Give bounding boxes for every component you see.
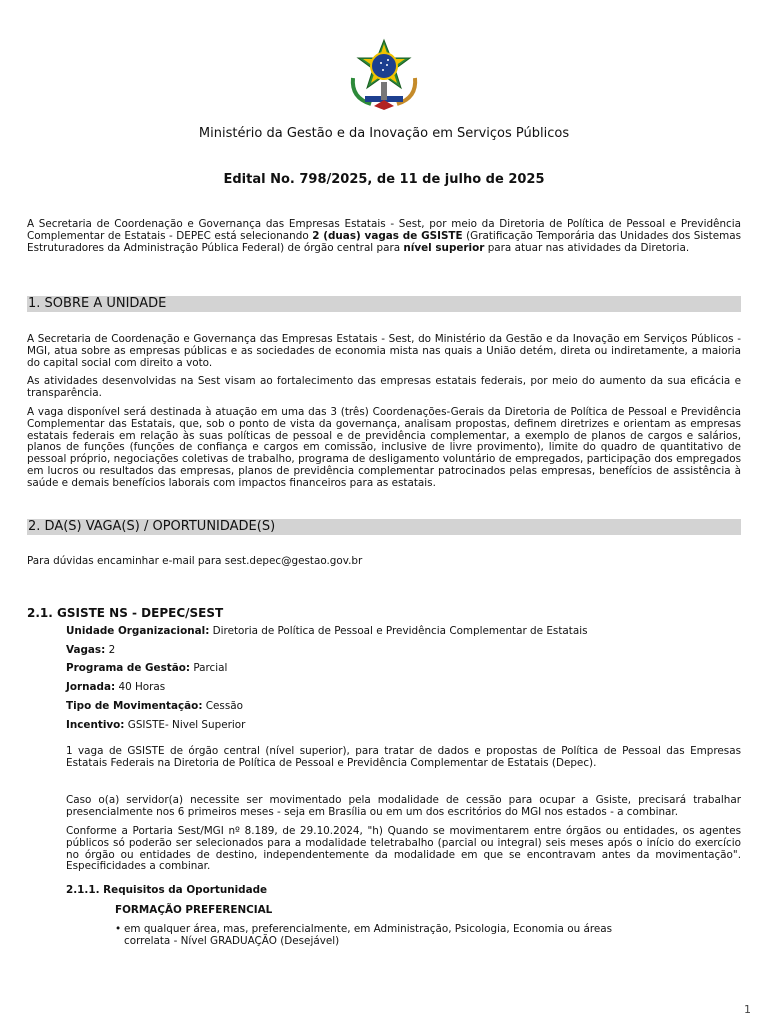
vacancy-description: 1 vaga de GSISTE de órgão central (nível superior), para tratar de dados e propostas de Política de Pessoal das Empresas Estatais Federais na Diretoria de Política de Pessoal e Previdência Complementar de Estatais (Depec). xyxy=(66,745,741,769)
bullet-icon: • xyxy=(115,923,122,935)
intro-paragraph: A Secretaria de Coordenação e Governança das Empresas Estatais - Sest, por meio da Diretoria de Política de Pessoal e Previdência Complementar de Estatais - DEPEC está selecionando 2 (duas) vagas de GSISTE (Gratificação Temporária das Unidades dos Sistemas Estruturadores da Administração Pública Federal) de órgão central para nível superior para atuar nas atividades da Diretoria. xyxy=(27,218,741,254)
contact-text: Para dúvidas encaminhar e-mail para sest.depec@gestao.gov.br xyxy=(27,555,363,567)
bullet-line-2: correlata - Nível GRADUAÇÃO (Desejável) xyxy=(124,934,340,947)
field-jornada: Jornada: 40 Horas xyxy=(66,681,166,693)
ministry-name: Ministério da Gestão e da Inovação em Serviços Públicos xyxy=(198,126,570,141)
requisitos-title: 2.1.1. Requisitos da Oportunidade xyxy=(66,884,268,896)
section-heading-sobre-unidade: 1. SOBRE A UNIDADE xyxy=(27,296,741,312)
bullet-line-1: em qualquer área, mas, preferencialmente, em Administração, Psicologia, Economia ou áreas xyxy=(124,923,613,935)
section1-paragraph-1: A Secretaria de Coordenação e Governança das Empresas Estatais - Sest, do Ministério da Gestão e da Inovação em Serviços Públicos - MGI, atua sobre as empresas públicas e as sociedades de economia mista nas quais a União detém, direta ou indiretamente, a maioria do capital social com direito a voto. xyxy=(27,333,741,369)
field-incentivo: Incentivo: GSISTE- Nivel Superior xyxy=(66,719,246,731)
field-tipo-movimentacao: Tipo de Movimentação: Cessão xyxy=(66,700,243,712)
section-heading-vagas: 2. DA(S) VAGA(S) / OPORTUNIDADE(S) xyxy=(27,519,741,535)
section1-paragraph-3: A vaga disponível será destinada à atuação em uma das 3 (três) Coordenações-Gerais da Diretoria de Política de Pessoal e Previdência Complementar das Estatais, que, sob o ponto de vista da governança, analisam propostas, definem diretrizes e orientam as empresas estatais federais em relação às suas políticas de pessoal e de previdência complementar, a exemplo de planos de cargos e salários, planos de funções (funções de confiança e cargos em comissão, inclusive de livre provimento), limite do quadro de quantitativo de pessoal próprio, negociações coletivas de trabalho, programa de desligamento voluntário de empregados, participação dos empregados em lucros ou resultados das empresas, planos de previdência complementar patrocinados pelas empresas, benefícios de assistência à saúde e demais benefícios laborais com impactos financeiros para as estatais. xyxy=(27,406,741,489)
portaria-notice: Conforme a Portaria Sest/MGI nº 8.189, de 29.10.2024, "h) Quando se movimentarem entre órgãos ou entidades, os agentes públicos só poderão ser selecionados para a modalidade teletrabalho (parcial ou integral) seis meses após o início do exercício no órgão ou entidades de destino, independentemente da modalidade em que se encontravam antes da movimentação". Especificidades a combinar. xyxy=(66,825,741,873)
field-programa-gestao: Programa de Gestão: Parcial xyxy=(66,662,228,674)
brazil-coat-of-arms-icon xyxy=(343,38,425,114)
section1-paragraph-2: As atividades desenvolvidas na Sest visam ao fortalecimento das empresas estatais federais, por meio do aumento da sua eficácia e transparência. xyxy=(27,375,741,399)
formacao-bullet xyxy=(115,924,635,948)
formacao-title: FORMAÇÃO PREFERENCIAL xyxy=(115,904,273,916)
field-unidade-organizacional: Unidade Organizacional: Diretoria de Política de Pessoal e Previdência Complementar de Estatais xyxy=(66,625,588,637)
page-number: 1 xyxy=(744,1003,751,1016)
cessao-notice: Caso o(a) servidor(a) necessite ser movimentado pela modalidade de cessão para ocupar a Gsiste, precisará trabalhar presencialmente nos 6 primeiros meses - seja em Brasília ou em um dos escritórios do MGI nos estados - a combinar. xyxy=(66,794,741,818)
subsection-title-gsiste: 2.1. GSISTE NS - DEPEC/SEST xyxy=(27,606,224,620)
field-vagas: Vagas: 2 xyxy=(66,644,116,656)
edital-title: Edital No. 798/2025, de 11 de julho de 2025 xyxy=(223,172,545,187)
